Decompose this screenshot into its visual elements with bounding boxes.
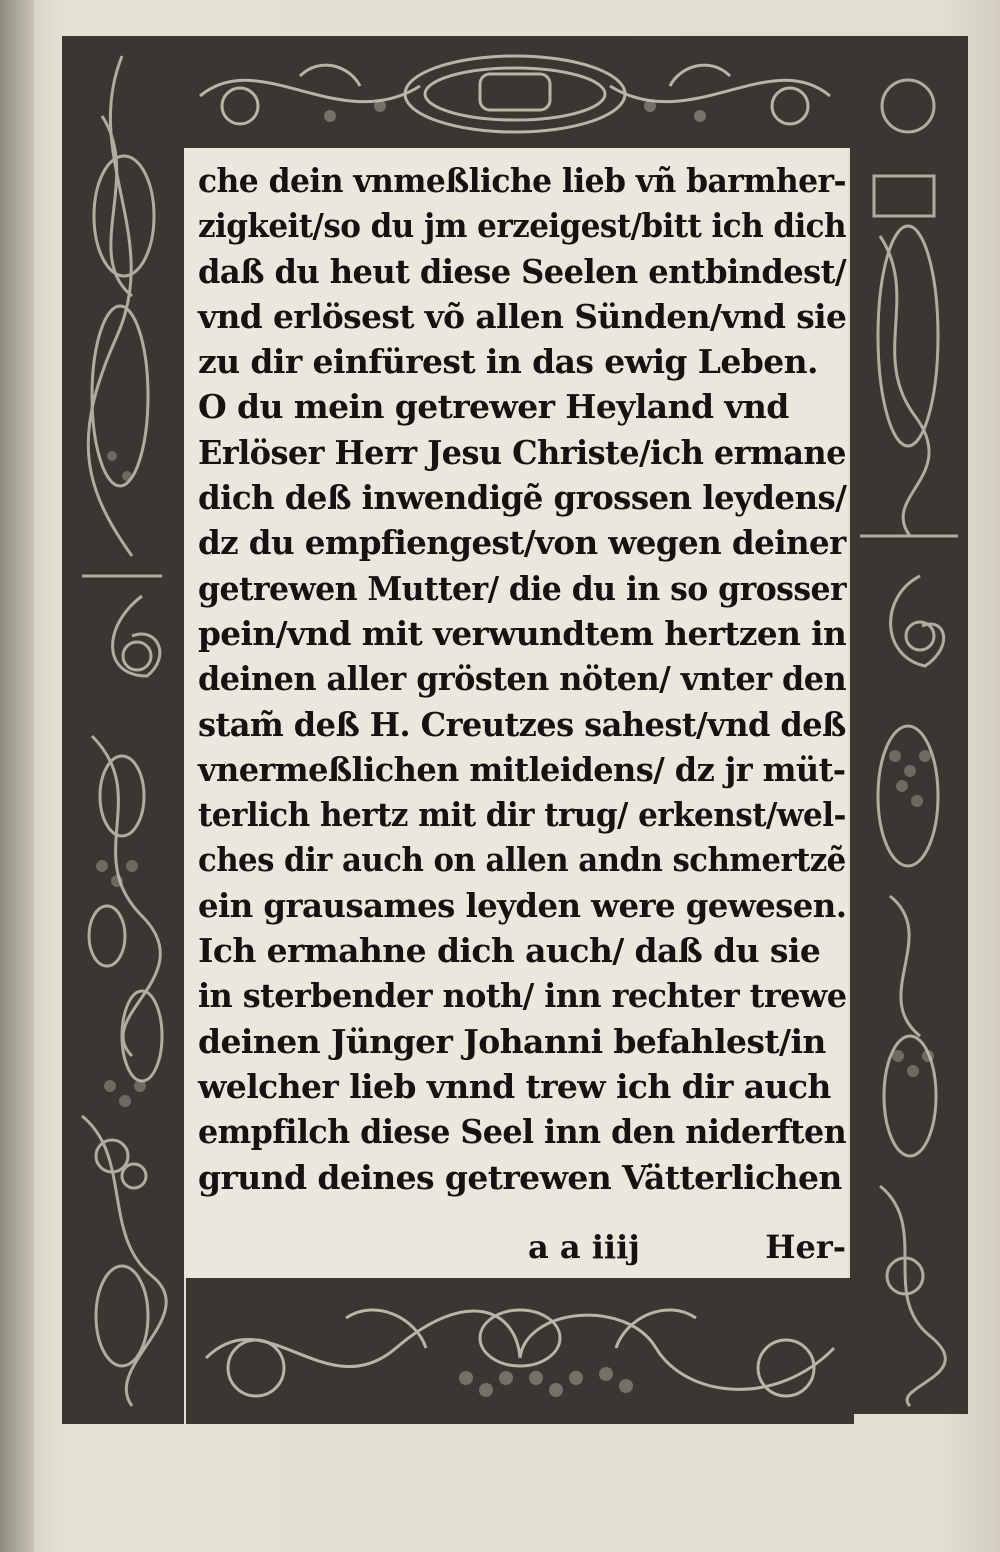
text-line: terlich hertz mit dir trug/ erkenst/wel- bbox=[198, 795, 846, 835]
text-line: grund deines getrewen Vätterlichen bbox=[198, 1157, 842, 1197]
text-line: Erlöser Herr Jesu Christe/ich ermane bbox=[198, 432, 846, 472]
text-line: ein grausames leyden were gewesen. bbox=[198, 885, 847, 925]
page-gutter bbox=[0, 0, 34, 1552]
text-line: Ich ermahne dich auch/ daß du sie bbox=[198, 931, 821, 971]
text-line: deinen aller grösten nöten/ vnter den bbox=[198, 659, 847, 699]
signature-mark: a a iiij bbox=[528, 1228, 640, 1266]
text-line: empfilch diese Seel inn den niderften bbox=[198, 1112, 847, 1152]
text-line: vnermeßlichen mitleidens/ dz jr müt- bbox=[198, 749, 846, 789]
text-line: dz du empfiengest/von wegen deiner bbox=[198, 523, 846, 563]
right-woodcut-border bbox=[850, 36, 968, 1414]
text-line: vnd erlösest võ allen Sünden/vnd sie bbox=[198, 296, 847, 336]
text-line: che dein vnmeßliche lieb vñ barmher- bbox=[198, 161, 846, 200]
text-line: daß du heut diese Seelen entbindest/ bbox=[198, 251, 846, 291]
text-line: dich deß inwendigẽ grossen leydens/ bbox=[198, 478, 847, 518]
footer-line bbox=[198, 1228, 846, 1272]
text-line: getrewen Mutter/ die du in so grosser bbox=[198, 568, 847, 608]
text-line: zigkeit/so du jm erzeigest/bitt ich dich bbox=[198, 206, 847, 246]
text-line: pein/vnd mit verwundtem hertzen in bbox=[198, 613, 847, 653]
top-woodcut-border bbox=[180, 36, 850, 148]
left-woodcut-border bbox=[62, 36, 184, 1424]
bottom-woodcut-border bbox=[186, 1278, 854, 1424]
text-line: in sterbender noth/ inn rechter trewe bbox=[198, 976, 847, 1016]
text-line: deinen Jünger Johanni befahlest/in bbox=[198, 1021, 826, 1061]
text-line: welcher lieb vnnd trew ich dir auch bbox=[198, 1066, 831, 1106]
text-lines bbox=[198, 158, 846, 1200]
text-line: zu dir einfürest in das ewig Leben. bbox=[198, 342, 818, 382]
text-line: ches dir auch on allen andn schmertzẽ bbox=[198, 840, 846, 880]
text-line: O du mein getrewer Heyland vnd bbox=[198, 387, 789, 427]
text-line: stam̃ deß H. Creutzes sahest/vnd deß bbox=[198, 704, 846, 744]
catchword: Her- bbox=[765, 1228, 846, 1266]
